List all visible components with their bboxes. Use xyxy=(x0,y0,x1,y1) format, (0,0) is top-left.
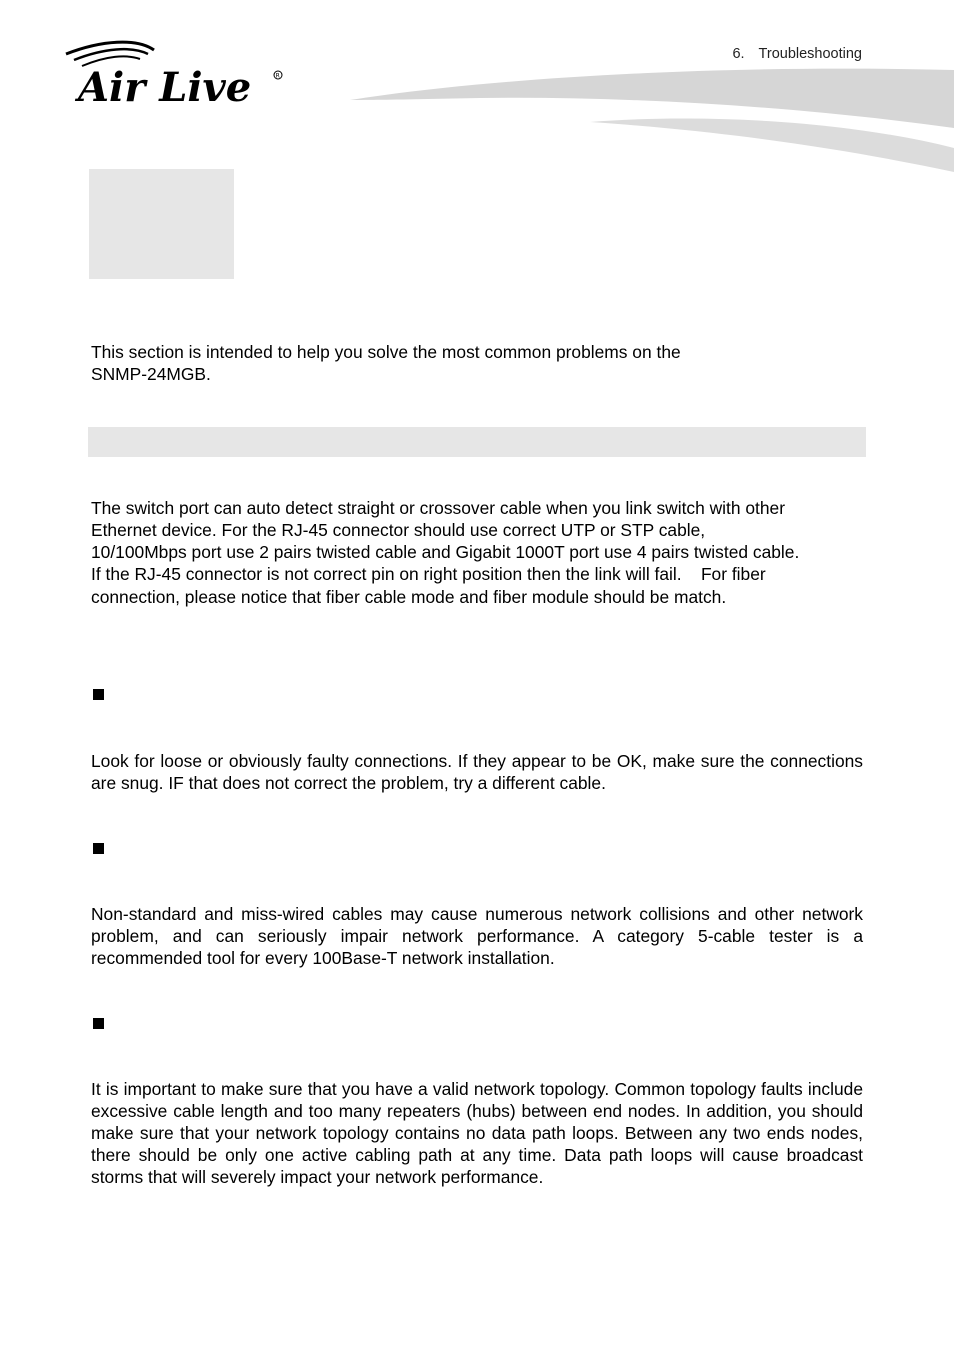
header-swoosh xyxy=(340,60,954,180)
cable-paragraph-line-2: Ethernet device. For the RJ-45 connector should use correct UTP or STP cable, xyxy=(91,520,706,540)
cable-paragraph-line-1: The switch port can auto detect straight or crossover cable when you link switch with other xyxy=(91,498,786,518)
page-header-chapter xyxy=(732,46,862,62)
item-paragraph: It is important to make sure that you have a valid network topology. Common topology faults include excessive cable length and too many repeaters (hubs) between end nodes. In addition, you should make sure that your network topology contains no data path loops. Between any two ends nodes, there should be only one active cabling path at any time. Data path loops will cause broadcast storms that will severely impact your network performance. xyxy=(91,1079,863,1187)
item-paragraph: Non-standard and miss-wired cables may cause numerous network collisions and other network problem, and can seriously impair network performance. A category 5-cable tester is a recommended tool for every 100Base-T network installation. xyxy=(91,904,863,968)
section-heading-bar xyxy=(88,427,866,457)
chapter-number: 6. xyxy=(732,46,745,62)
cable-paragraph-line-3: 10/100Mbps port use 2 pairs twisted cable and Gigabit 1000T port use 4 pairs twisted cable. xyxy=(91,542,800,562)
chapter-title: Troubleshooting xyxy=(758,46,862,62)
bullet-square-icon xyxy=(93,689,104,700)
chapter-number-box xyxy=(89,169,234,279)
bullet-square-icon xyxy=(93,1018,104,1029)
cable-paragraph-line-4: If the RJ-45 connector is not correct pin on right position then the link will fail. For fiber xyxy=(91,564,766,584)
intro-line-2: SNMP-24MGB. xyxy=(91,364,211,384)
airlive-logo xyxy=(62,40,292,110)
item-paragraph: Look for loose or obviously faulty connections. If they appear to be OK, make sure the connections are snug. IF that does not correct the problem, try a different cable. xyxy=(91,751,863,793)
cable-paragraph-line-5: connection, please notice that fiber cable mode and fiber module should be match. xyxy=(91,587,727,607)
bullet-square-icon xyxy=(93,843,104,854)
intro-line-1: This section is intended to help you solve the most common problems on the xyxy=(91,342,681,362)
svg-text:R: R xyxy=(275,72,280,80)
svg-text:Air Live: Air Live xyxy=(78,64,252,110)
